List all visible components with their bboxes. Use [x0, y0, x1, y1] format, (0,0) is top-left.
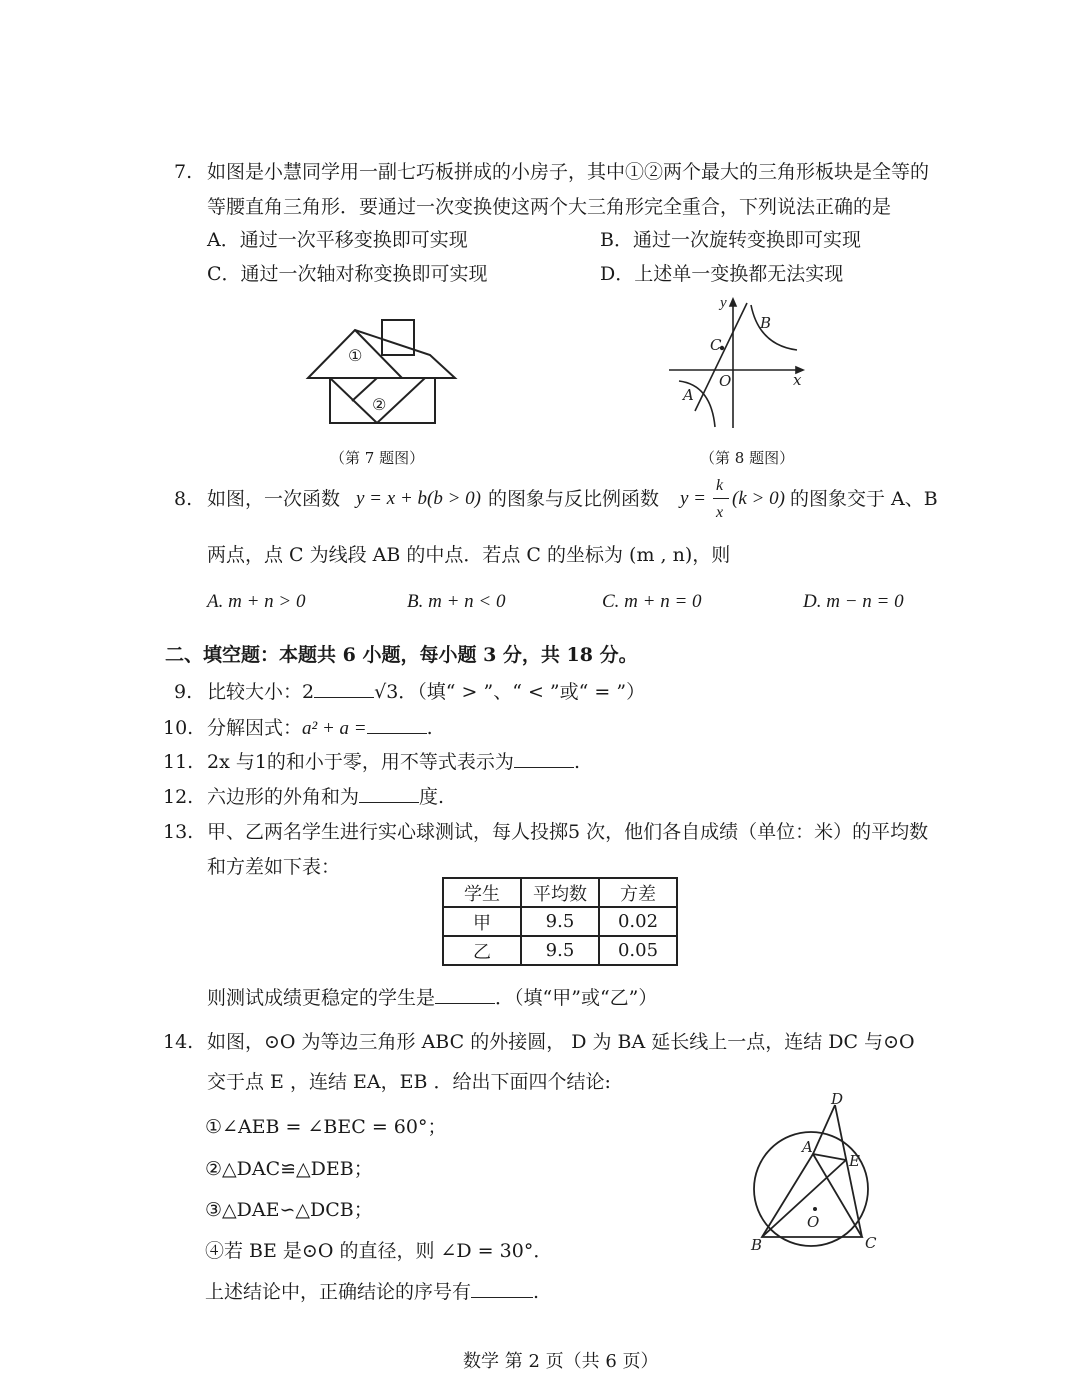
figure-8-caption: （第 8 题图） [700, 449, 795, 467]
point-a-label: A [683, 386, 694, 404]
point-b-label: B [760, 314, 772, 332]
q11-suffix: . [573, 751, 580, 773]
page-footer: 数学 第 2 页（共 6 页） [463, 1351, 659, 1372]
figure-7-caption: （第 7 题图） [330, 449, 425, 467]
q14-blank[interactable] [471, 1297, 533, 1298]
table-cell: 甲 [443, 907, 521, 936]
q8-line1-prefix: 如图，一次函数 [207, 488, 341, 510]
point-c-label: C [865, 1234, 877, 1252]
origin-label: O [719, 372, 732, 390]
table-cell: 9.5 [521, 907, 599, 936]
q8-line2: 两点，点 C 为线段 AB 的中点．若点 C 的坐标为 (m , n)，则 [207, 544, 731, 566]
tangram-square [382, 320, 414, 355]
q10-prefix: 分解因式： [207, 717, 303, 739]
point-d-label: D [831, 1090, 844, 1108]
q7-line2: 等腰直角三角形．要通过一次变换使这两个大三角形完全重合，下列说法正确的是 [207, 196, 892, 218]
q14-line2: 交于点 E ，连结 EA，EB ．给出下面四个结论: [207, 1071, 611, 1093]
table-row [443, 936, 677, 965]
q14-conclusion-1: ①∠AEB = ∠BEC = 60°； [205, 1116, 447, 1138]
q8-inverse-condition: (k > 0) [732, 488, 785, 509]
q11-prefix: 2x 与1的和小于零，用不等式表示为 [207, 751, 514, 773]
q12-text [207, 785, 444, 809]
q9-blank[interactable] [314, 697, 374, 698]
q13-line1: 甲、乙两名学生进行实心球测试，每人投掷5 次，他们各自成绩（单位：米）的平均数 [207, 821, 929, 843]
q8-line1-suffix: 的图象交于 A、B [790, 488, 938, 510]
q7-option-a: A．通过一次平移变换即可实现 [207, 229, 468, 251]
q8-number: 8. [174, 488, 193, 510]
q12-prefix: 六边形的外角和为 [207, 786, 360, 808]
axis-x-label: x [793, 371, 802, 389]
q7-option-c: C．通过一次轴对称变换即可实现 [207, 263, 488, 285]
table-cell: 9.5 [521, 936, 599, 965]
q10-number: 10. [163, 717, 194, 739]
point-c-label: C [710, 336, 722, 354]
q8-option-c: C. m + n = 0 [602, 591, 702, 612]
q12-blank[interactable] [359, 802, 419, 803]
q11-number: 11. [163, 751, 194, 773]
q9-text [207, 680, 645, 704]
q9-suffix: ．（填“ > ”、“ < ”或“ = ”） [398, 681, 646, 703]
q10-blank[interactable] [367, 733, 427, 734]
q8-inverse-denominator: x [716, 504, 724, 521]
table-header-cell: 方差 [599, 878, 677, 907]
point-b-label: B [751, 1236, 763, 1254]
q8-option-b: B. m + n < 0 [407, 591, 506, 612]
q11-blank[interactable] [514, 767, 574, 768]
q8-line1-middle: 的图象与反比例函数 [488, 488, 660, 510]
q10-suffix: . [426, 717, 433, 739]
q7-number: 7. [174, 161, 193, 183]
q14-final-suffix: . [533, 1281, 540, 1303]
circle-geometry-figure [745, 1090, 895, 1260]
q12-number: 12. [163, 786, 194, 808]
q8-inverse-lhs: y = [680, 488, 707, 509]
q9-sqrt: √3 [374, 681, 399, 703]
center-o-label: O [807, 1213, 820, 1231]
score-table [442, 877, 678, 966]
q13-after-prefix: 则测试成绩更稳定的学生是 [207, 987, 436, 1009]
center-o [813, 1207, 817, 1211]
q7-option-d: D．上述单一变换都无法实现 [600, 263, 844, 285]
table-header-cell: 平均数 [521, 878, 599, 907]
table-header-row [443, 878, 677, 907]
table-cell: 乙 [443, 936, 521, 965]
point-e-label: E [849, 1152, 860, 1170]
q13-blank[interactable] [435, 1003, 495, 1004]
axis-y-label: y [720, 295, 727, 311]
q14-conclusion-2: ②△DAC≌△DEB； [205, 1158, 373, 1180]
piece-2-label: ② [372, 395, 387, 414]
q9-prefix: 比较大小：2 [207, 681, 315, 703]
table-row [443, 907, 677, 936]
piece-1-label: ① [348, 346, 363, 365]
q14-line1: 如图，⊙O 为等边三角形 ABC 的外接圆， D 为 BA 延长线上一点，连结 DC 与⊙O [207, 1031, 915, 1053]
point-a-label: A [802, 1138, 813, 1156]
q9-number: 9. [174, 681, 193, 703]
q13-after-suffix: ．（填“甲”或“乙”） [495, 987, 658, 1009]
q13-number: 13. [163, 821, 194, 843]
q10-text [207, 716, 433, 741]
q14-final [205, 1280, 539, 1304]
function-graph-figure [665, 293, 815, 433]
table-header-cell: 学生 [443, 878, 521, 907]
tangram-house-figure [300, 315, 460, 430]
fraction-bar [713, 498, 729, 499]
q13-after [207, 986, 657, 1010]
q7-line1: 如图是小慧同学用一副七巧板拼成的小房子，其中①②两个最大的三角形板块是全等的 [207, 161, 930, 183]
q8-linear-function: y = x + b(b > 0) [356, 488, 481, 509]
section-2-heading: 二、填空题：本题共 6 小题，每小题 3 分，共 18 分。 [165, 644, 638, 666]
table-cell: 0.02 [599, 907, 677, 936]
q8-option-d: D. m − n = 0 [803, 591, 904, 612]
q14-number: 14. [163, 1031, 194, 1053]
q14-conclusion-4: ④若 BE 是⊙O 的直径，则 ∠D = 30°． [205, 1240, 553, 1262]
q12-suffix: 度. [419, 786, 445, 808]
q8-option-a: A. m + n > 0 [207, 591, 306, 612]
q14-conclusion-3: ③△DAE∽△DCB； [205, 1199, 373, 1221]
q14-final-prefix: 上述结论中，正确结论的序号有 [205, 1281, 472, 1303]
q10-expr: a² + a = [302, 718, 367, 739]
q13-line2: 和方差如下表： [207, 856, 341, 878]
q7-option-b: B．通过一次旋转变换即可实现 [600, 229, 861, 251]
q8-inverse-numerator: k [716, 477, 724, 494]
q11-text [207, 750, 580, 774]
table-cell: 0.05 [599, 936, 677, 965]
